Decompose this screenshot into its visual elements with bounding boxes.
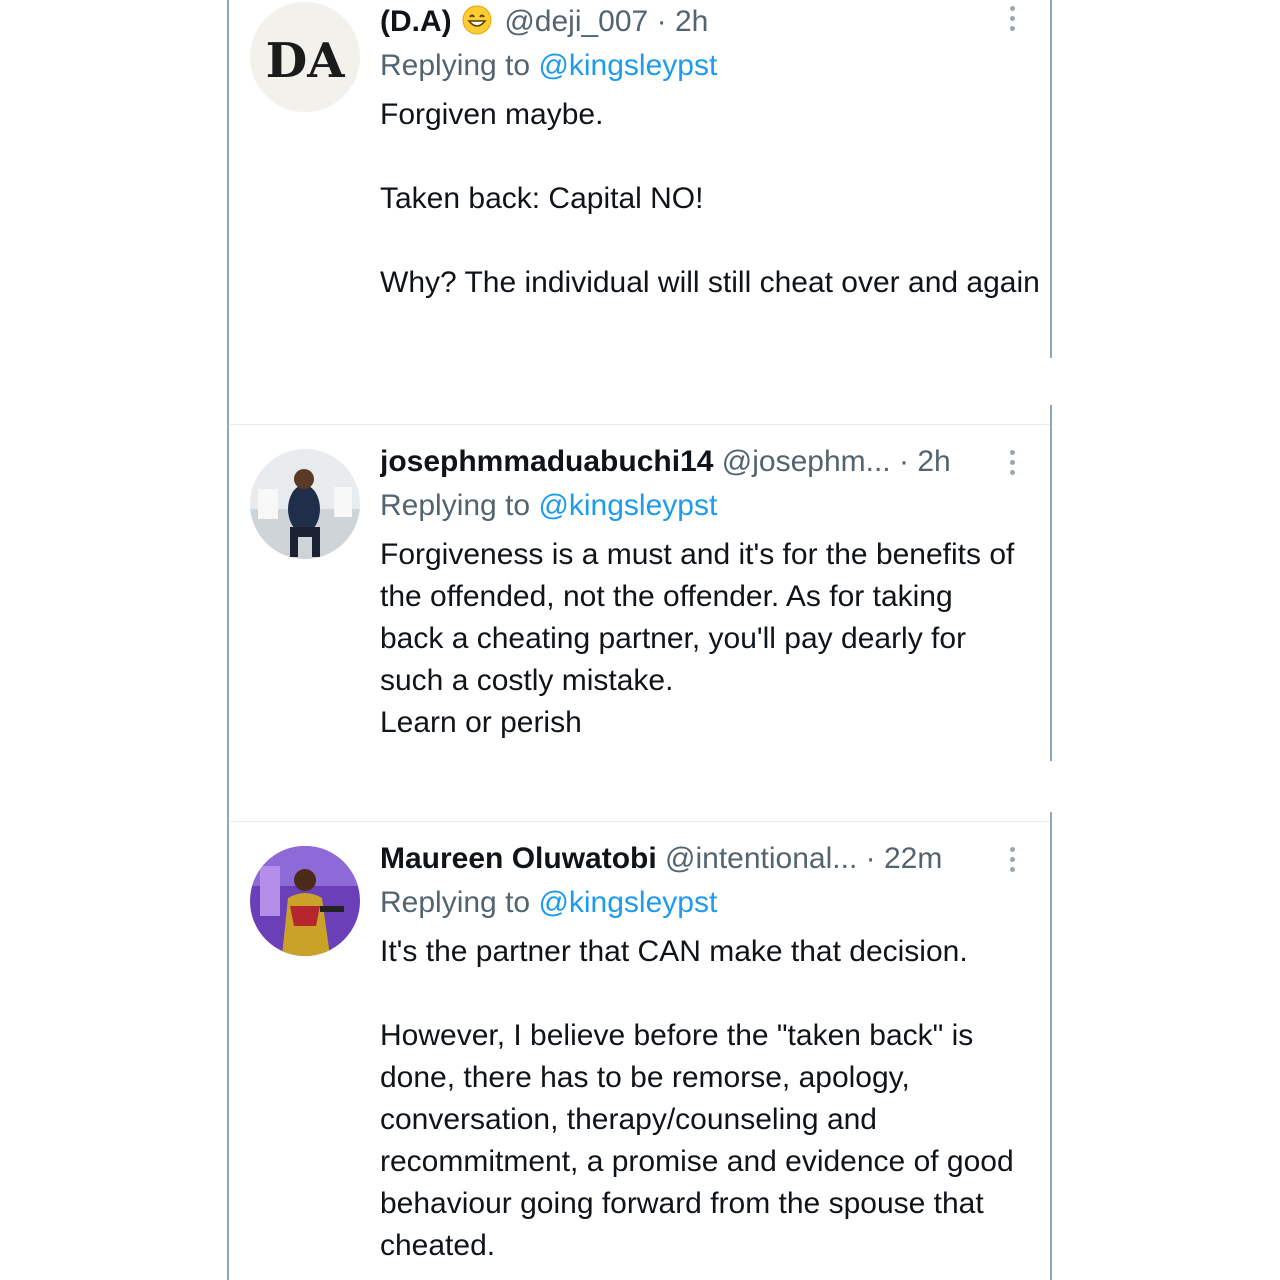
tweet-text <box>380 931 1040 1267</box>
tweet-paragraph: It's the partner that CAN make that decision. <box>380 935 968 968</box>
reply-mention-link[interactable]: @kingsleypst <box>538 489 718 522</box>
replying-to-label: Replying to <box>380 886 531 919</box>
profile-photo-avatar <box>250 449 360 559</box>
timestamp[interactable]: 22m <box>883 842 943 875</box>
reply-mention-link[interactable]: @kingsleypst <box>538 886 718 919</box>
right-frame-line-3 <box>1050 812 1052 1280</box>
replying-to-label: Replying to <box>380 489 531 522</box>
left-frame-line <box>227 0 229 1280</box>
reply-mention-link[interactable]: @kingsleypst <box>538 49 718 82</box>
replying-to <box>380 883 717 923</box>
timestamp[interactable]: 2h <box>674 5 709 38</box>
separator: · <box>898 445 909 478</box>
display-name[interactable]: josephmmaduabuchi14 <box>380 445 714 478</box>
avatar[interactable] <box>250 846 360 956</box>
more-options-icon[interactable] <box>1002 444 1022 480</box>
separator: · <box>656 5 667 38</box>
tweet-paragraph: Why? The individual will still cheat over and again <box>380 266 1040 299</box>
user-handle[interactable]: @intentional... <box>665 842 858 875</box>
tweet-text <box>380 94 1040 304</box>
user-handle[interactable]: @deji_007 <box>504 5 649 38</box>
tweet-header <box>380 442 1000 482</box>
timestamp[interactable]: 2h <box>917 445 951 478</box>
profile-photo-avatar <box>250 846 360 956</box>
tweet-header <box>380 839 1000 879</box>
tweet-header <box>380 2 1000 46</box>
user-handle[interactable]: @josephm... <box>721 445 891 478</box>
more-options-icon[interactable] <box>1002 841 1022 877</box>
more-options-icon[interactable] <box>1002 0 1022 36</box>
tweet-paragraph: However, I believe before the "taken back" is done, there has to be remorse, apology, conversation, therapy/counseling and recommitment, a promise and evidence of good behaviour going forward from the spouse that cheated. <box>380 1019 1023 1262</box>
avatar-logo-text: DA <box>265 33 345 89</box>
right-frame-line-2 <box>1050 405 1052 761</box>
tweet-paragraph: Forgiven maybe. <box>380 98 604 131</box>
grinning-face-emoji-icon <box>462 5 492 46</box>
da-logo-avatar <box>250 2 360 112</box>
display-name[interactable]: Maureen Oluwatobi <box>380 842 657 875</box>
tweet-1[interactable] <box>230 0 1050 424</box>
display-name[interactable]: (D.A) <box>380 5 452 38</box>
avatar[interactable] <box>250 2 360 112</box>
replying-to <box>380 486 717 526</box>
avatar[interactable] <box>250 449 360 559</box>
tweet-3[interactable] <box>230 822 1050 1280</box>
tweet-paragraph: Taken back: Capital NO! <box>380 182 704 215</box>
replying-to <box>380 46 717 86</box>
right-frame-line-1 <box>1050 0 1052 358</box>
tweet-2[interactable] <box>230 425 1050 821</box>
tweet-text <box>380 534 1020 744</box>
separator: · <box>865 842 876 875</box>
replying-to-label: Replying to <box>380 49 531 82</box>
tweet-paragraph: Forgiveness is a must and it's for the benefits of the offended, not the offender. As for taking back a cheating partner, you'll pay dearly for such a costly mistake. Learn or perish <box>380 538 1015 739</box>
